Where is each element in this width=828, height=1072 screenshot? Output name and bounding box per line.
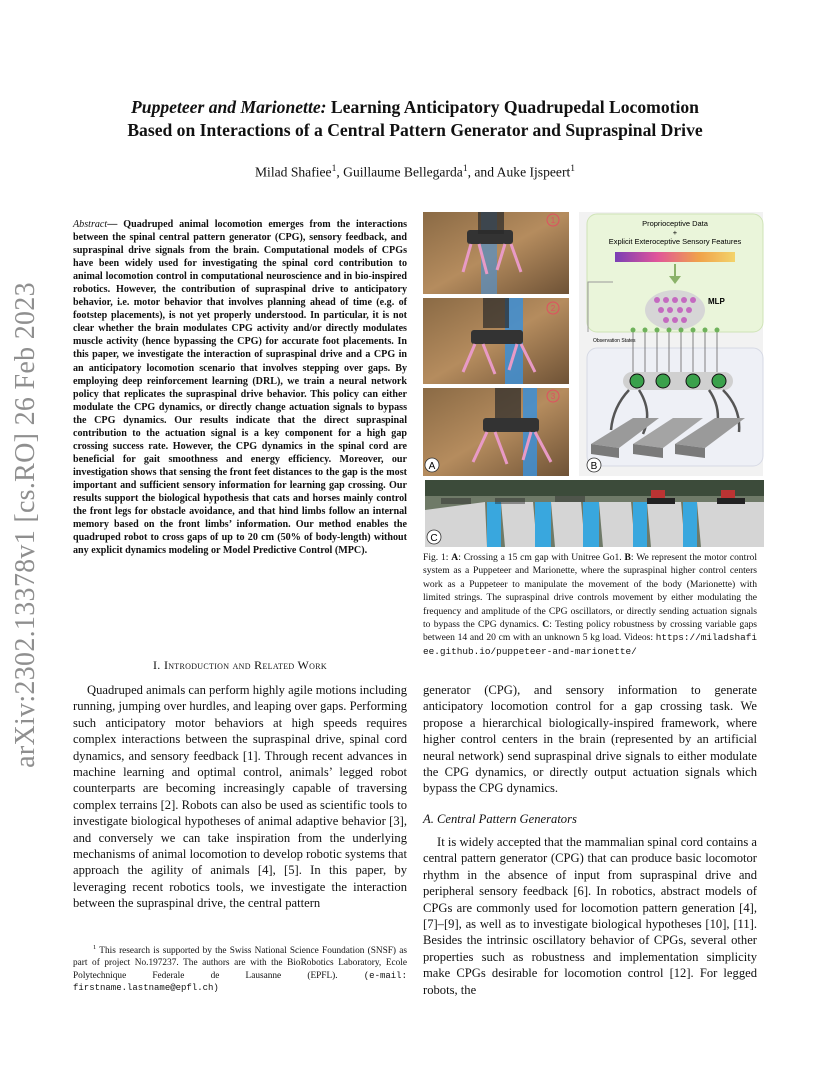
title-line2: Based on Interactions of a Central Pattern Generator and Supraspinal Drive xyxy=(127,120,703,140)
panel-a-label: A xyxy=(428,461,436,472)
footnote-email: (e-mail: firstname.lastname@epfl.ch) xyxy=(73,970,407,993)
author-separator: , and xyxy=(467,164,497,180)
section-heading xyxy=(73,658,407,673)
author-affiliation: 1 xyxy=(331,164,337,174)
figure-1-panel-c xyxy=(425,480,764,547)
section-title: Introduction and Related Work xyxy=(163,658,327,672)
author-separator: , xyxy=(336,164,344,180)
title-line1-rest: Learning Anticipatory Quadrupedal Locomotion xyxy=(326,97,699,117)
photo-number-1: 1 xyxy=(550,216,556,225)
mlp-label: MLP xyxy=(708,297,725,306)
author-name: Milad Shafiee xyxy=(254,164,332,180)
box-title-2: Explicit Exteroceptive Sensory Features xyxy=(608,237,742,246)
subsection-heading: A. Central Pattern Generators xyxy=(423,812,577,826)
abstract xyxy=(73,218,407,557)
intro-paragraph-left xyxy=(73,682,407,912)
cpg-text: It is widely accepted that the mammalian spinal cord contains a central pattern generator (CPG) that can produce basic locomotor rhythm in the absence of input from supraspinal drive and peripheral sensory feedback [6]. In robotics, abstract models of CPGs are commonly used for locomotion pattern generation [4], [7]–[9], as well as to investigate biological hypotheses [10], [11]. Besides the intrinsic oscillatory behavior of CPGs, several other properties such as robustness and implementation simplicity make CPGs desirable for locomotion control [12]. For legged robots, the xyxy=(423,835,757,997)
title-italic: Puppeteer and Marionette: xyxy=(131,97,327,117)
figure-1-graphic xyxy=(423,212,764,476)
arxiv-id: arXiv:2302.13378v1 [cs.RO] 26 Feb 2023 xyxy=(10,282,41,768)
section-number: I. xyxy=(153,658,161,672)
box-plus: + xyxy=(672,228,678,237)
caption-c-label: C xyxy=(542,619,550,631)
intro-paragraph-right xyxy=(423,682,757,797)
intro-text-right: generator (CPG), and sensory information to generate anticipatory locomotion control for a gap crossing task. We propose a hierarchical biologically-inspired framework, where higher control centers in the brain (represented by an artificial neural network) send supraspinal drive signals to either modulate the CPG dynamics, or directly output actuation signals which bypass the CPG dynamics. xyxy=(423,683,757,796)
photo-number-3: 3 xyxy=(550,392,556,401)
figure-1 xyxy=(423,212,764,476)
panel-b-label: B xyxy=(590,461,598,472)
caption-a-text: : Crossing a 15 cm gap with Unitree Go1. xyxy=(458,552,625,563)
intro-text-left: Quadruped animals can perform highly agile motions including running, jumping over hurdles, and leaping over gaps. Performing such anticipatory motor behaviors at high speeds requires complex interactions between the supraspinal drive, spinal cord dynamics, and sensory feedback [1]. Through recent advances in machine learning and optimal control, animals’ legged robot counterparts are becoming increasingly capable of traversing complex terrains [2]. Robots can also be used as scientific tools to investigate biological hypotheses of animal adaptive behavior [3], and conversely we can take inspiration from the underlying mechanisms of animal locomotion to develop robotic systems that approach the agility of animals [4], [5]. In this paper, by leveraging recent robotics tools, we investigate the interaction between the supraspinal drive, the central pattern xyxy=(73,683,408,911)
box-title-1: Proprioceptive Data xyxy=(642,219,708,228)
caption-c-text: : Testing policy robustness by crossing variable gaps between 14 and 20 cm with an unknown 5 kg load. Videos: xyxy=(423,619,757,644)
author-affiliation: 1 xyxy=(462,164,468,174)
photo-panel-2 xyxy=(423,298,569,384)
abstract-text: Quadruped animal locomotion emerges from the interactions between the spinal central pattern generator (CPG), sensory feedback, and supraspinal drive signals from the brain. Computational models of CPGs have been widely used for investigating the spinal cord contribution to animal locomotion control in computational neuroscience and in bio-inspired robotics. However, the contribution of supraspinal drive to anticipatory behavior, i.e. motor behavior that involves planning ahead of time (e.g. of footstep placements), is not yet properly understood. In particular, it is not clear whether the brain modulates CPG activity and/or directly modulates muscle activity (hence bypassing the CPG) for accurate foot placements. In this paper, we investigate the interaction of supraspinal drive and a CPG in an anticipatory locomotion scenario that involves stepping over gaps. By employing deep reinforcement learning (DRL), we train a neural network policy that replicates the supraspinal drive behavior. This policy can either modulate the CPG dynamics, or directly change actuation signals to bypass the CPG dynamics. Our results indicate that the direct supraspinal contribution to the actuation signal is a key component for a high gap crossing success rate. However, the CPG dynamics in the spinal cord are beneficial for gait smoothness and energy efficiency. Moreover, our investigation shows that sensing the front feet distances to the gap is the most important and sufficient sensory information for learning gap crossing. Our results support the biological hypothesis that cats and horses mainly control the front legs for obstacle avoidance, and that hind limbs follow an internal memory based on the front limbs’ information. Our method enables the quadruped robot to cross gaps of up to 20 cm (50% of body-length) without any explicit dynamics modeling or Model Predictive Control (MPC). xyxy=(73,219,407,557)
caption-b-text: : We represent the motor control system as a Puppeteer and Marionette, where the supraspinal higher control centers work as a Puppeteer to manipulate the movement of the body (Marionette) with limited strings. The supraspinal drive controls movement by either modulating the frequency and amplitude of the CPG oscillators, or directly sending actuation signals to bypass the CPG dynamics. xyxy=(423,552,757,631)
photo-panel-1 xyxy=(423,212,569,294)
arxiv-stamp xyxy=(6,282,46,768)
panel-c-graphic xyxy=(425,480,764,547)
cpg-paragraph xyxy=(423,834,757,998)
footnote xyxy=(73,942,407,994)
mlp-ellipse xyxy=(645,290,705,330)
author-list xyxy=(60,164,770,181)
photo-number-2: 2 xyxy=(550,304,556,313)
observation-label: Observation States xyxy=(593,338,636,344)
author-name: Auke Ijspeert xyxy=(496,164,571,180)
caption-b-label: B xyxy=(624,552,631,563)
abstract-dash: — xyxy=(107,219,124,230)
caption-a-label: A xyxy=(451,552,459,563)
author-name: Guillaume Bellegarda xyxy=(343,164,463,180)
paper-title xyxy=(60,96,770,142)
caption-lead: Fig. 1: xyxy=(423,552,452,563)
figure-caption xyxy=(423,551,757,658)
footnote-text: This research is supported by the Swiss National Science Foundation (SNSF) as part of project No.197237. The authors are with the BioRobotics Laboratory, Ecole Polytechnique Federale de Lausanne (EPFL). xyxy=(73,946,407,981)
abstract-label: Abstract xyxy=(73,219,108,230)
sensor-bar xyxy=(615,252,735,262)
video-url-link[interactable]: https://miladshafiee.github.io/puppeteer-and-marionette/ xyxy=(423,632,757,657)
panel-c-label: C xyxy=(430,533,438,544)
author-affiliation: 1 xyxy=(570,164,576,174)
footnote-mark: 1 xyxy=(93,944,97,951)
photo-panel-3 xyxy=(423,388,569,476)
